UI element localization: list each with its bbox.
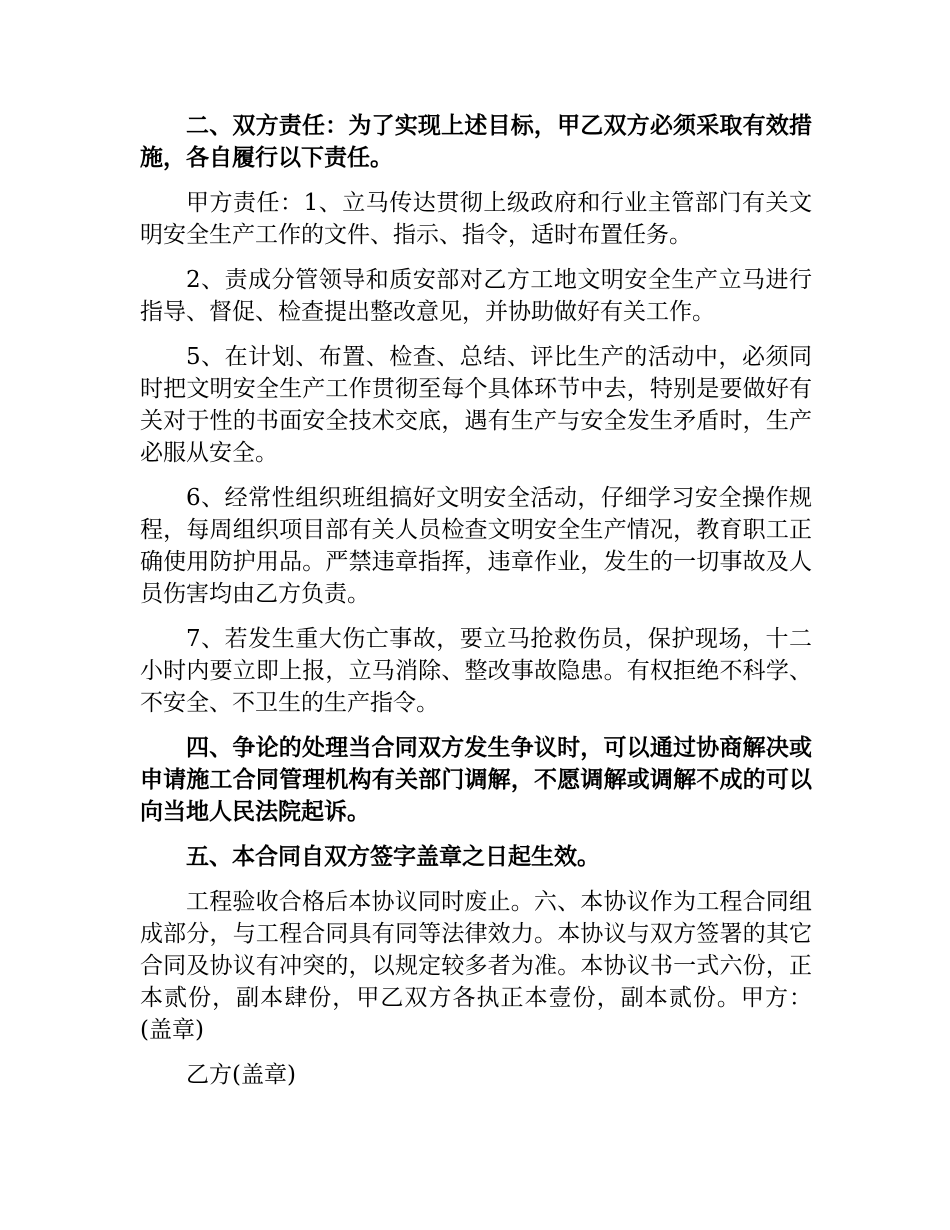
section-five-effective: 五、本合同自双方签字盖章之日起生效。 xyxy=(186,843,600,870)
section-two-responsibilities: 二、双方责任：为了实现上述目标，甲乙双方必须采取有效措施，各自履行以下责任。 xyxy=(140,112,812,171)
section-four-disputes: 四、争论的处理当合同双方发生争议时，可以通过协商解决或申请施工合同管理机构有关部门调解，不愿调解或调解不成的可以向当地人民法院起诉。 xyxy=(140,734,812,825)
termination-and-copies: 工程验收合格后本协议同时废止。六、本协议作为工程合同组成部分，与工程合同具有同等法律效力。本协议与双方签署的其它合同及协议有冲突的，以规定较多者为准。本协议书一式六份，正本贰份，副本肆份，甲乙双方各执正本壹份，副本贰份。甲方：(盖章) xyxy=(140,889,812,1043)
party-a-responsibility-7: 7、若发生重大伤亡事故，要立马抢救伤员，保护现场，十二小时内要立即上报，立马消除、整改事故隐患。有权拒绝不科学、不安全、不卫生的生产指令。 xyxy=(140,626,812,716)
party-b-seal: 乙方(盖章) xyxy=(186,1062,296,1088)
party-a-responsibility-1: 甲方责任：1、立马传达贯彻上级政府和行业主管部门有关文明安全生产工作的文件、指示、指令，适时布置任务。 xyxy=(140,190,812,248)
party-a-responsibility-5: 5、在计划、布置、检查、总结、评比生产的活动中，必须同时把文明安全生产工作贯彻至每个具体环节中去，特别是要做好有关对于性的书面安全技术交底，遇有生产与安全发生矛盾时，生产必服从安全。 xyxy=(140,344,812,466)
document-body xyxy=(140,110,812,1104)
party-a-responsibility-2: 2、责成分管领导和质安部对乙方工地文明安全生产立马进行指导、督促、检查提出整改意见，并协助做好有关工作。 xyxy=(140,267,812,325)
party-a-responsibility-6: 6、经常性组织班组搞好文明安全活动，仔细学习安全操作规程，每周组织项目部有关人员检查文明安全生产情况，教育职工正确使用防护用品。严禁违章指挥，违章作业，发生的一切事故及人员伤害均由乙方负责。 xyxy=(140,485,812,607)
